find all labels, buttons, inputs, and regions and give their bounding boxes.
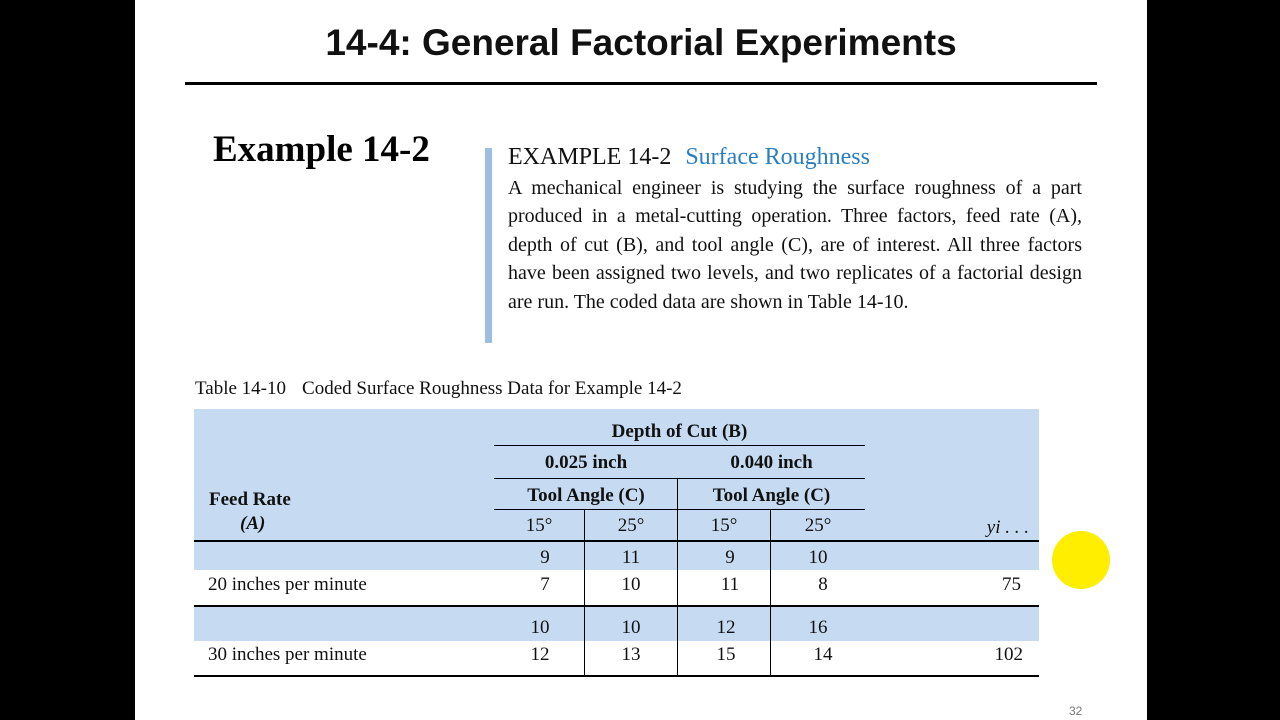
depth-level-1: 0.025 inch xyxy=(544,452,628,473)
example-body-text: A mechanical engineer is studying the surface roughness of a part produced in a metal-cutting operation. Three factors, feed rate (A), depth of cut (B), and tool angle (C), are of interest. All three factors have been assigned two levels, and two replicates of a factorial design are run. The coded data are shown in Table 14-10. xyxy=(508,177,1082,313)
table-caption-text: Coded Surface Roughness Data for Example 14-2 xyxy=(302,378,682,399)
rule-header-bottom xyxy=(194,540,1039,542)
r1-label: 20 inches per minute xyxy=(208,574,367,595)
title-underline xyxy=(185,82,1097,85)
page-number: 32 xyxy=(1069,704,1083,718)
r1-rep2-c4: 8 xyxy=(818,574,828,595)
rule-angle xyxy=(494,509,865,510)
example-title: Surface Roughness xyxy=(685,144,870,170)
r2-rep2-c3: 15 xyxy=(716,644,736,665)
example-heading xyxy=(508,144,870,171)
r1-rep1-c4: 10 xyxy=(808,547,828,568)
r1-rep2-c1: 7 xyxy=(540,574,550,595)
rule-row1-bottom xyxy=(194,605,1039,607)
angle-2: 25° xyxy=(617,515,645,536)
r1-rep2-c2: 10 xyxy=(621,574,641,595)
r1-total: 75 xyxy=(1002,574,1021,595)
r2-rep2-c1: 12 xyxy=(530,644,550,665)
data-table xyxy=(194,409,1039,677)
r1-rep1-c1: 9 xyxy=(540,547,550,568)
slide xyxy=(135,0,1147,720)
tool-header-2: Tool Angle (C) xyxy=(712,485,831,506)
depth-header: Depth of Cut (B) xyxy=(611,421,748,442)
r2-label: 30 inches per minute xyxy=(208,644,367,665)
rule-table-bottom xyxy=(194,675,1039,677)
feed-rate-symbol: (A) xyxy=(240,513,266,534)
example-accent-bar xyxy=(485,148,492,343)
r2-rep1-c4: 16 xyxy=(808,617,828,638)
example-number: EXAMPLE 14-2 xyxy=(508,144,672,170)
angle-4: 25° xyxy=(804,515,832,536)
example-label: Example 14-2 xyxy=(213,129,430,170)
r1-rep2-c3: 11 xyxy=(720,574,740,595)
table-caption-number: Table 14-10 xyxy=(195,378,287,399)
r2-rep1-c3: 12 xyxy=(716,617,736,638)
angle-3: 15° xyxy=(710,515,738,536)
slide-title: 14-4: General Factorial Experiments xyxy=(325,22,957,63)
depth-level-2: 0.040 inch xyxy=(730,452,813,473)
rule-level xyxy=(494,478,865,479)
r2-rep1-c2: 10 xyxy=(621,617,641,638)
r1-rep1-c3: 9 xyxy=(725,547,735,568)
feed-rate-header: Feed Rate xyxy=(209,489,291,510)
r2-rep2-c4: 14 xyxy=(813,644,833,665)
r2-rep2-c2: 13 xyxy=(621,644,641,665)
total-header: yi . . . xyxy=(986,517,1029,538)
r2-total: 102 xyxy=(994,644,1023,665)
tool-header-1: Tool Angle (C) xyxy=(527,485,645,506)
laser-pointer-dot xyxy=(1052,531,1110,589)
r1-rep1-c2: 11 xyxy=(621,547,641,568)
table-caption xyxy=(195,378,682,400)
rule-depth xyxy=(494,445,865,446)
angle-1: 15° xyxy=(525,515,553,536)
r2-rep1-c1: 10 xyxy=(530,617,550,638)
